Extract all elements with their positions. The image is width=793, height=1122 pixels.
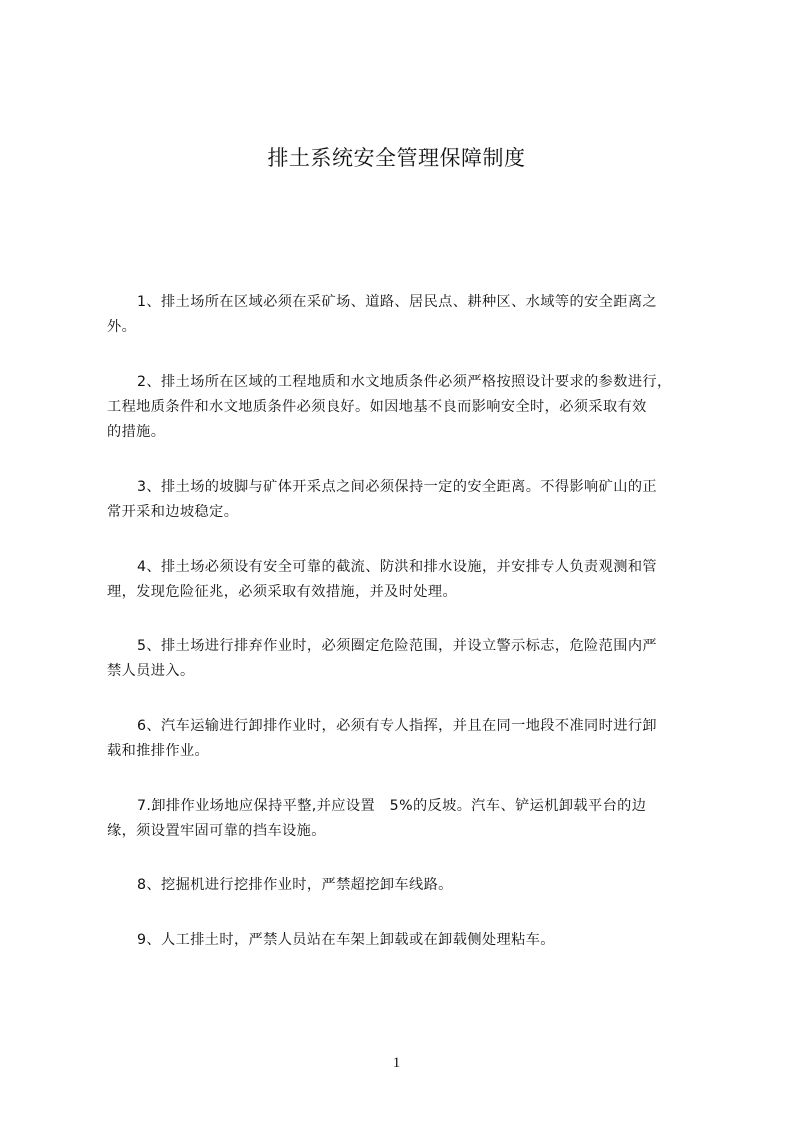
paragraph-7 — [107, 794, 714, 844]
paragraph-line: 工程地质条件和水文地质条件必须良好。如因地基不良而影响安全时，必须采取有效 — [107, 399, 647, 415]
paragraph-line: 4、排土场必须设有安全可靠的截流、防洪和排水设施，并安排专人负责观测和管 — [137, 559, 657, 575]
paragraph-3 — [107, 475, 714, 525]
paragraph-line: 的措施。 — [107, 424, 166, 440]
document-title: 排土系统安全管理保障制度 — [267, 146, 526, 170]
paragraph-line: 禁人员进入。 — [107, 663, 195, 679]
paragraph-line: 外。 — [107, 319, 137, 335]
page-number: 1 — [392, 1055, 401, 1071]
paragraph-9 — [107, 928, 714, 953]
paragraph-8 — [107, 873, 714, 898]
paragraph-line: 6、汽车运输进行卸排作业时，必须有专人指挥，并且在同一地段不准同时进行卸 — [137, 718, 657, 734]
paragraph-line: 3、排土场的坡脚与矿体开采点之间必须保持一定的安全距离。不得影响矿山的正 — [137, 479, 657, 495]
paragraph-4 — [107, 555, 714, 605]
paragraph-line: 理，发现危险征兆，必须采取有效措施，并及时处理。 — [107, 584, 458, 600]
paragraph-line: 5、排土场进行排弃作业时，必须圈定危险范围，并设立警示标志，危险范围内严 — [137, 638, 657, 654]
paragraph-1 — [107, 290, 714, 340]
paragraph-2 — [107, 370, 714, 445]
paragraph-line: 常开采和边坡稳定。 — [107, 504, 239, 520]
paragraph-line: 缘，须设置牢固可靠的挡车设施。 — [107, 823, 326, 839]
paragraph-line: 8、挖掘机进行挖排作业时，严禁超挖卸车线路。 — [137, 877, 453, 893]
paragraph-5 — [107, 634, 714, 684]
paragraph-6 — [107, 714, 714, 764]
paragraph-line: 7.卸排作业场地应保持平整,并应设置 5%的反坡。汽车、铲运机卸载平台的边 — [137, 798, 647, 814]
paragraph-line: 1、排土场所在区域必须在采矿场、道路、居民点、耕种区、水域等的安全距离之 — [137, 294, 657, 310]
paragraph-line: 2、排土场所在区域的工程地质和水文地质条件必须严格按照设计要求的参数进行， — [137, 374, 672, 390]
paragraph-line: 9、人工排土时，严禁人员站在车架上卸载或在卸载侧处理粘车。 — [137, 932, 555, 948]
paragraph-line: 载和推排作业。 — [107, 743, 210, 759]
